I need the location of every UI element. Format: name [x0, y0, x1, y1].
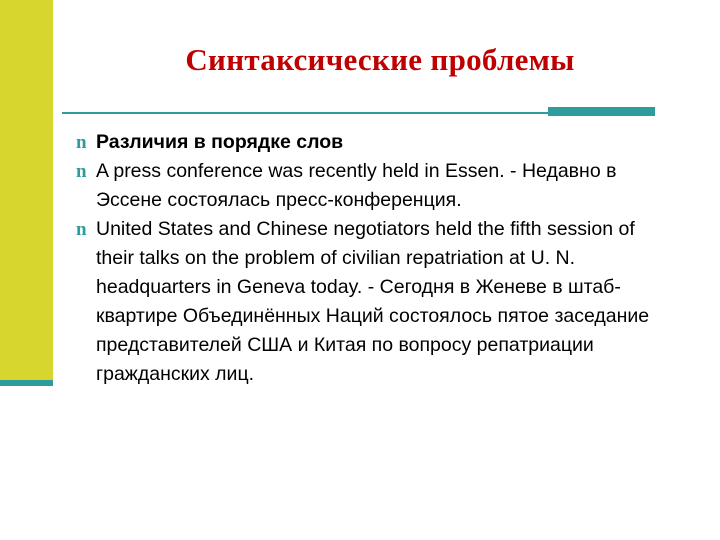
bullet-marker-icon: n	[76, 132, 87, 153]
list-item-label: A press conference was recently held in Essen. - Недавно в Эссене состоялась пресс-конференция.	[96, 160, 617, 211]
bullet-marker-icon: n	[76, 161, 87, 182]
list-item	[76, 215, 676, 389]
bullet-list	[76, 128, 676, 389]
list-item	[76, 128, 676, 157]
sidebar-accent-underline	[0, 380, 53, 386]
list-item-label: United States and Chinese negotiators held the fifth session of their talks on the problem of civilian repatriation at U. N. headquarters in Geneva today. - Сегодня в Женеве в штаб-квартире Объединённых Наций состоялось пятое заседание представителей США и Китая по вопросу репатриации гражданских лиц.	[96, 218, 650, 385]
list-item-label: Различия в порядке слов	[96, 131, 344, 153]
sidebar-accent-bar	[0, 0, 53, 380]
list-item	[76, 157, 676, 215]
bullet-marker-icon: n	[76, 219, 87, 240]
title-divider-block	[548, 107, 655, 116]
page-title: Синтаксические проблемы	[185, 42, 575, 77]
